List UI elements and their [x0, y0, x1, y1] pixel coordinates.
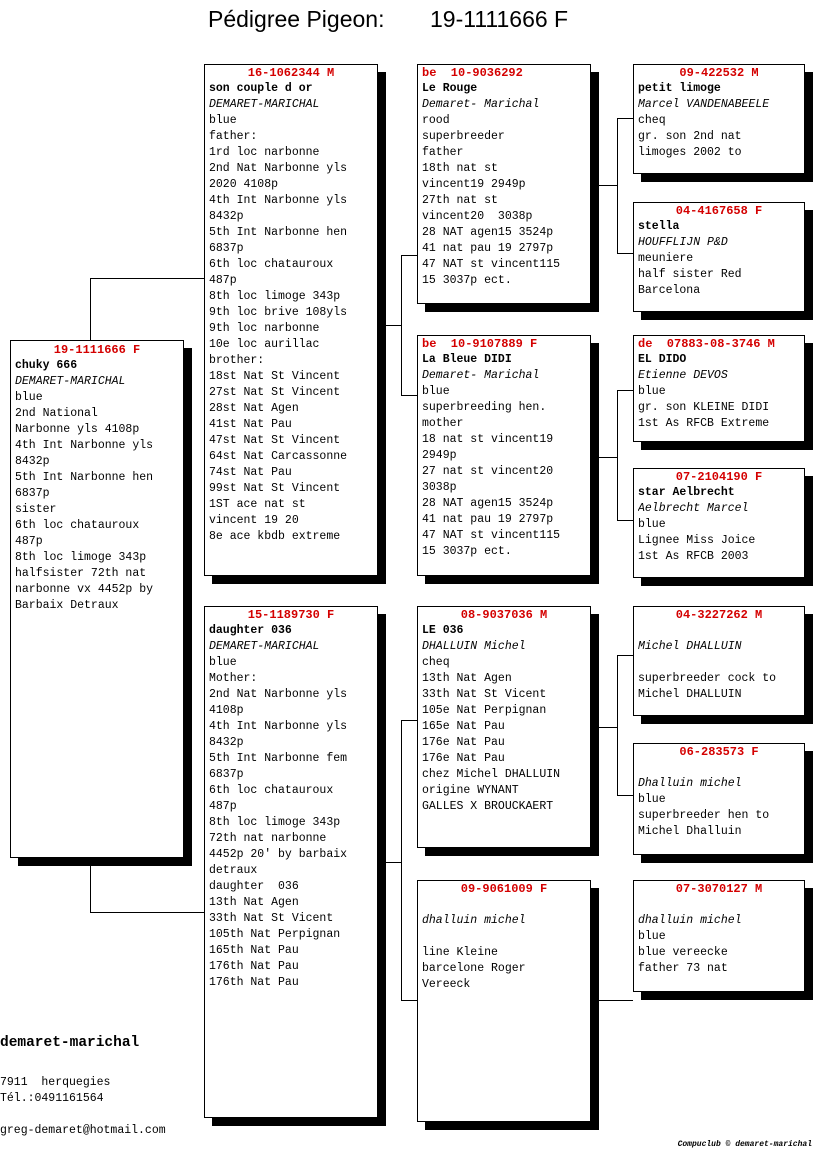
info-line: 105e Nat Perpignan: [422, 704, 547, 717]
info-line: mother: [422, 417, 464, 430]
info-line: gr. son KLEINE DIDI: [638, 401, 770, 414]
connector: [617, 520, 633, 521]
info-line: Vereeck: [422, 978, 471, 991]
ring-number: 15-1189730 F: [247, 608, 335, 622]
pigeon-name: son couple d or: [209, 82, 313, 95]
pigeon-card-mother-dam: [417, 880, 591, 1122]
info-line: superbreeder hen to: [638, 809, 770, 822]
info-line: 4th Int Narbonne yls: [209, 720, 348, 733]
pigeon-card-mm-sire: [633, 880, 805, 992]
info-line: father: [422, 146, 464, 159]
info-line: 74st Nat Pau: [209, 466, 292, 479]
ring-number: 09-422532 M: [679, 66, 759, 80]
info-line: 41st Nat Pau: [209, 418, 292, 431]
info-line: detraux: [209, 864, 258, 877]
breeder-email[interactable]: greg-demaret@hotmail.com: [0, 1124, 166, 1137]
breeder: Etienne DEVOS: [638, 369, 728, 382]
info-line: 3038p: [422, 481, 457, 494]
info-line: 2nd National: [15, 407, 98, 420]
document-title: [0, 4, 816, 34]
breeder: Aelbrecht Marcel: [638, 502, 749, 515]
info-line: 2nd Nat Narbonne yls: [209, 688, 348, 701]
info-line: 487p: [209, 274, 237, 287]
ring-number: de 07883-08-3746 M: [638, 337, 775, 351]
info-line: Barcelona: [638, 284, 701, 297]
connector: [617, 795, 633, 796]
connector: [617, 655, 618, 795]
connector: [617, 118, 618, 253]
info-line: 6837p: [209, 768, 244, 781]
breeder: Marcel VANDENABEELE: [638, 98, 770, 111]
info-line: Mother:: [209, 672, 258, 685]
pigeon-name: stella: [638, 220, 680, 233]
pigeon-name: Le Rouge: [422, 82, 478, 95]
info-line: 6837p: [15, 487, 50, 500]
info-line: 33th Nat St Vicent: [422, 688, 547, 701]
info-line: 47st Nat St Vincent: [209, 434, 341, 447]
info-line: 28st Nat Agen: [209, 402, 299, 415]
info-line: 15 3037p ect.: [422, 274, 512, 287]
title-ring-number: 19-1111666 F: [430, 6, 569, 32]
info-line: 28 NAT agen15 3524p: [422, 497, 554, 510]
pigeon-name: [638, 897, 800, 913]
ring-number: be 10-9036292: [422, 66, 523, 80]
info-line: 18st Nat St Vincent: [209, 370, 341, 383]
pigeon-name: chuky 666: [15, 359, 78, 372]
breeder: DEMARET-MARICHAL: [209, 640, 320, 653]
breeder: Demaret- Marichal: [422, 369, 540, 382]
connector: [617, 655, 633, 656]
pigeon-card-mother-sire: [417, 606, 591, 848]
info-line: vincent20 3038p: [422, 210, 533, 223]
connector: [401, 255, 402, 395]
info-line: chez Michel DHALLUIN: [422, 768, 561, 781]
info-line: [638, 655, 800, 671]
connector: [401, 395, 417, 396]
connector: [617, 390, 633, 391]
connector: [617, 390, 618, 520]
info-line: Narbonne yls 4108p: [15, 423, 140, 436]
info-line: Michel DHALLUIN: [638, 688, 742, 701]
pigeon-name: [638, 623, 800, 639]
info-line: 8432p: [209, 736, 244, 749]
title-label: Pédigree Pigeon:: [208, 6, 385, 32]
info-line: 18th nat st: [422, 162, 498, 175]
info-line: halfsister 72th nat: [15, 567, 147, 580]
pigeon-card-fm-dam: [633, 468, 805, 578]
info-line: blue: [638, 793, 666, 806]
pigeon-name: [638, 760, 800, 776]
connector: [401, 720, 417, 721]
info-line: origine WYNANT: [422, 784, 519, 797]
info-line: 9th loc narbonne: [209, 322, 320, 335]
breeder: DEMARET-MARICHAL: [209, 98, 320, 111]
info-line: 72th nat narbonne: [209, 832, 327, 845]
info-line: 176th Nat Pau: [209, 976, 299, 989]
pigeon-card-mf-sire: [633, 606, 805, 716]
connector: [90, 912, 204, 913]
info-line: 41 nat pau 19 2797p: [422, 513, 554, 526]
info-line: 1st As RFCB 2003: [638, 550, 749, 563]
pigeon-name: LE 036: [422, 624, 464, 637]
pigeon-card-subject: [10, 340, 184, 858]
info-line: 27st Nat St Vincent: [209, 386, 341, 399]
ring-number: 16-1062344 M: [247, 66, 335, 80]
info-line: 1ST ace nat st: [209, 498, 306, 511]
info-line: 8432p: [209, 210, 244, 223]
info-line: [422, 929, 586, 945]
connector: [384, 325, 401, 326]
pigeon-card-fm-sire: [633, 335, 805, 442]
breeder: Michel DHALLUIN: [638, 640, 742, 653]
info-line: superbreeding hen.: [422, 401, 547, 414]
info-line: 5th Int Narbonne fem: [209, 752, 348, 765]
info-line: blue: [638, 930, 666, 943]
info-line: 8th loc limoge 343p: [209, 290, 341, 303]
connector: [90, 858, 91, 912]
info-line: daughter 036: [209, 880, 299, 893]
info-line: 8e ace kbdb extreme: [209, 530, 341, 543]
info-line: Lignee Miss Joice: [638, 534, 756, 547]
info-line: 4452p 20' by barbaix: [209, 848, 348, 861]
info-line: 33th Nat St Vicent: [209, 912, 334, 925]
breeder-name: demaret-marichal: [0, 1035, 140, 1051]
pigeon-card-ff-dam: [633, 202, 805, 312]
info-line: 41 nat pau 19 2797p: [422, 242, 554, 255]
info-line: 9th loc brive 108yls: [209, 306, 348, 319]
connector: [384, 862, 401, 863]
info-line: narbonne vx 4452p by: [15, 583, 154, 596]
info-line: 5th Int Narbonne hen: [209, 226, 348, 239]
info-line: 2020 4108p: [209, 178, 279, 191]
info-line: 47 NAT st vincent115: [422, 529, 561, 542]
info-line: sister: [15, 503, 57, 516]
info-line: 4108p: [209, 704, 244, 717]
info-line: 27 nat st vincent20: [422, 465, 554, 478]
info-line: superbreeder: [422, 130, 505, 143]
info-line: line Kleine: [422, 946, 498, 959]
pigeon-name: EL DIDO: [638, 353, 687, 366]
pigeon-name: La Bleue DIDI: [422, 353, 512, 366]
info-line: 28 NAT agen15 3524p: [422, 226, 554, 239]
breeder: dhalluin michel: [638, 914, 742, 927]
connector: [90, 278, 204, 279]
connector: [617, 118, 633, 119]
info-line: barcelone Roger: [422, 962, 526, 975]
ring-number: 19-1111666 F: [53, 343, 141, 357]
info-line: 1rd loc narbonne: [209, 146, 320, 159]
info-line: 13th Nat Agen: [422, 672, 512, 685]
info-line: blue: [15, 391, 43, 404]
info-line: 27th nat st: [422, 194, 498, 207]
breeder: HOUFFLIJN P&D: [638, 236, 728, 249]
ring-number: 07-2104190 F: [675, 470, 763, 484]
info-line: GALLES X BROUCKAERT: [422, 800, 554, 813]
info-line: 8432p: [15, 455, 50, 468]
connector: [617, 253, 633, 254]
info-line: rood: [422, 114, 450, 127]
info-line: 1st As RFCB Extreme: [638, 417, 770, 430]
breeder: DHALLUIN Michel: [422, 640, 526, 653]
info-line: 64st Nat Carcassonne: [209, 450, 348, 463]
pigeon-name: star Aelbrecht: [638, 486, 735, 499]
connector: [597, 457, 617, 458]
pigeon-card-mf-dam: [633, 743, 805, 855]
info-line: half sister Red: [638, 268, 742, 281]
info-line: gr. son 2nd nat: [638, 130, 742, 143]
info-line: 6th loc chatauroux: [209, 258, 334, 271]
info-line: 165e Nat Pau: [422, 720, 505, 733]
info-line: 4th Int Narbonne yls: [209, 194, 348, 207]
info-line: Michel Dhalluin: [638, 825, 742, 838]
info-line: father:: [209, 130, 258, 143]
info-line: 15 3037p ect.: [422, 545, 512, 558]
breeder: Dhalluin michel: [638, 777, 742, 790]
info-line: 487p: [209, 800, 237, 813]
info-line: vincent19 2949p: [422, 178, 526, 191]
info-line: 4th Int Narbonne yls: [15, 439, 154, 452]
info-line: 10e loc aurillac: [209, 338, 320, 351]
connector: [401, 255, 417, 256]
ring-number: 09-9061009 F: [460, 882, 548, 896]
info-line: 176e Nat Pau: [422, 752, 505, 765]
info-line: 176th Nat Pau: [209, 960, 299, 973]
info-line: 165th Nat Pau: [209, 944, 299, 957]
info-line: blue: [209, 656, 237, 669]
info-line: cheq: [638, 114, 666, 127]
connector: [597, 727, 617, 728]
info-line: 8th loc limoge 343p: [209, 816, 341, 829]
info-line: blue: [638, 518, 666, 531]
ring-number: 06-283573 F: [679, 745, 759, 759]
breeder: dhalluin michel: [422, 914, 526, 927]
breeder-address: 7911 herquegies: [0, 1076, 111, 1089]
info-line: 105th Nat Perpignan: [209, 928, 341, 941]
connector: [90, 278, 91, 340]
info-line: limoges 2002 to: [638, 146, 742, 159]
breeder: Demaret- Marichal: [422, 98, 540, 111]
info-line: blue: [422, 385, 450, 398]
breeder-phone: Tél.:0491161564: [0, 1092, 104, 1105]
info-line: blue vereecke: [638, 946, 728, 959]
info-line: 176e Nat Pau: [422, 736, 505, 749]
info-line: meuniere: [638, 252, 694, 265]
info-line: blue: [209, 114, 237, 127]
ring-number: 04-4167658 F: [675, 204, 763, 218]
info-line: 5th Int Narbonne hen: [15, 471, 154, 484]
info-line: 13th Nat Agen: [209, 896, 299, 909]
info-line: 2949p: [422, 449, 457, 462]
copyright-notice: Compuclub © demaret-marichal: [677, 1140, 812, 1149]
info-line: Barbaix Detraux: [15, 599, 119, 612]
ring-number: 07-3070127 M: [675, 882, 763, 896]
ring-number: 04-3227262 M: [675, 608, 763, 622]
pigeon-card-father-dam: [417, 335, 591, 576]
info-line: 2nd Nat Narbonne yls: [209, 162, 348, 175]
info-line: cheq: [422, 656, 450, 669]
breeder: DEMARET-MARICHAL: [15, 375, 126, 388]
pigeon-card-father: [204, 64, 378, 576]
connector: [597, 1000, 633, 1001]
ring-number: be 10-9107889 F: [422, 337, 538, 351]
info-line: 487p: [15, 535, 43, 548]
info-line: vincent 19 20: [209, 514, 299, 527]
info-line: superbreeder cock to: [638, 672, 777, 685]
pigeon-card-mother: [204, 606, 378, 1118]
info-line: 99st Nat St Vincent: [209, 482, 341, 495]
info-line: 6th loc chatauroux: [15, 519, 140, 532]
info-line: 18 nat st vincent19: [422, 433, 554, 446]
connector: [401, 1000, 417, 1001]
pigeon-name: petit limoge: [638, 82, 721, 95]
info-line: father 73 nat: [638, 962, 728, 975]
connector: [401, 720, 402, 1000]
info-line: 47 NAT st vincent115: [422, 258, 561, 271]
pigeon-name: [422, 897, 586, 913]
info-line: blue: [638, 385, 666, 398]
info-line: brother:: [209, 354, 265, 367]
info-line: 8th loc limoge 343p: [15, 551, 147, 564]
info-line: 6837p: [209, 242, 244, 255]
pigeon-name: daughter 036: [209, 624, 292, 637]
ring-number: 08-9037036 M: [460, 608, 548, 622]
info-line: 6th loc chatauroux: [209, 784, 334, 797]
connector: [597, 185, 617, 186]
pigeon-card-ff-sire: [633, 64, 805, 174]
pigeon-card-father-sire: [417, 64, 591, 304]
